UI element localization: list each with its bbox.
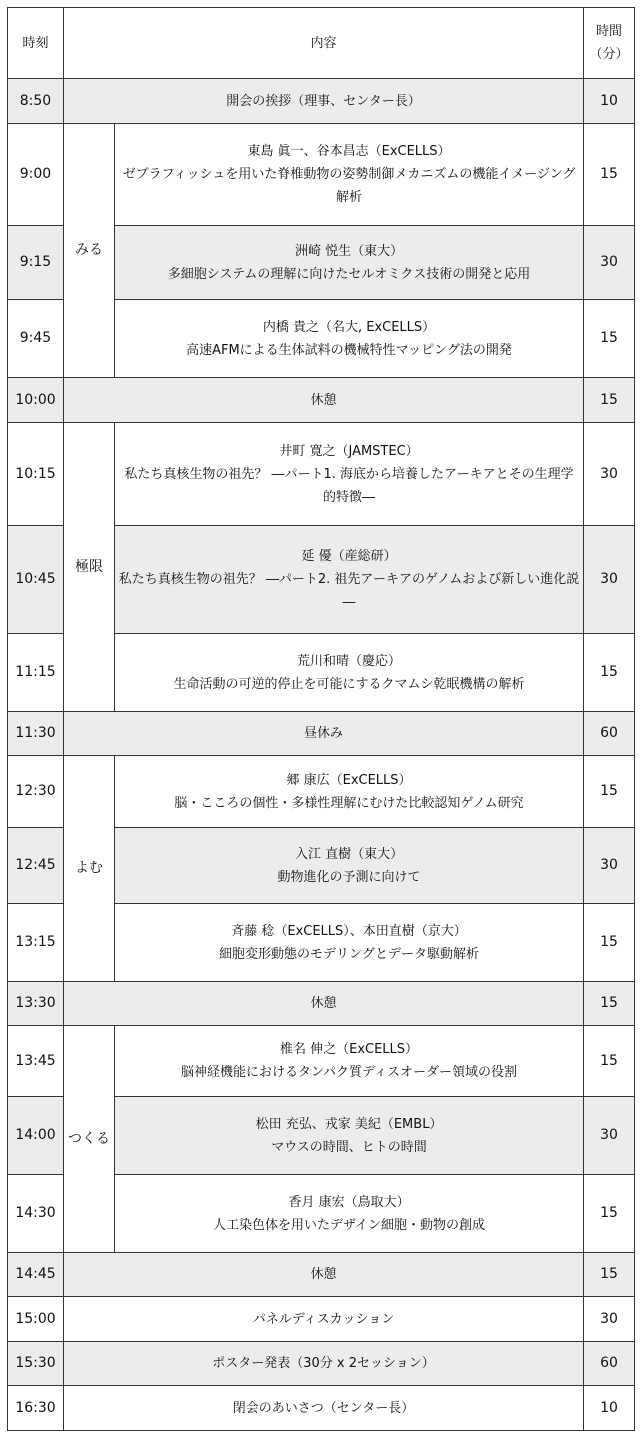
row-speaker: 延 優（産総研）	[301, 549, 397, 564]
header-time: 時刻	[8, 8, 64, 79]
table-row	[8, 1386, 635, 1431]
row-content	[115, 756, 584, 828]
row-content	[115, 226, 584, 300]
row-talk: ゼブラフィッシュを用いた脊椎動物の姿勢制御メカニズムの機能イメージング解析	[122, 167, 576, 205]
table-row	[8, 982, 635, 1026]
row-duration: 10	[584, 1386, 635, 1431]
row-duration: 30	[584, 1297, 635, 1342]
row-talk: 人工染色体を用いたデザイン細胞・動物の創成	[212, 1217, 486, 1233]
row-title: ポスター発表（30分 x 2セッション）	[64, 1342, 584, 1386]
row-time: 8:50	[8, 79, 64, 124]
row-duration: 10	[584, 79, 635, 124]
schedule-table	[7, 7, 635, 1431]
row-time: 12:45	[8, 828, 64, 904]
row-talk: 私たち真核生物の祖先？ ―パート2. 祖先アーキアのゲノムおよび新しい進化説―	[118, 572, 580, 610]
section-label-miru: みる	[64, 124, 115, 378]
row-talk: 動物進化の予測に向けて	[277, 869, 421, 885]
row-speaker: 香月 康宏（鳥取大）	[288, 1194, 410, 1210]
row-speaker: 郷 康広（ExCELLS）	[286, 772, 412, 788]
row-duration: 15	[584, 1175, 635, 1253]
row-speaker: 内橋 貴之（名大, ExCELLS）	[262, 319, 436, 335]
header-duration-label: 時間	[596, 24, 623, 39]
row-title: 閉会のあいさつ（センター長）	[64, 1386, 584, 1431]
row-content	[115, 300, 584, 378]
table-row	[8, 423, 635, 526]
row-talk: 高速AFMによる生体試料の機械特性マッピング法の開発	[186, 342, 512, 358]
row-content	[115, 124, 584, 226]
row-speaker: 洲崎 悦生（東大）	[294, 243, 404, 259]
row-content	[115, 634, 584, 712]
row-duration: 15	[584, 124, 635, 226]
table-row	[8, 79, 635, 124]
row-time: 9:15	[8, 226, 64, 300]
row-time: 14:00	[8, 1097, 64, 1175]
header-duration	[584, 8, 635, 79]
row-talk: 細胞変形動態のモデリングとデータ駆動解析	[219, 946, 480, 962]
row-duration: 30	[584, 423, 635, 526]
header-duration-unit: （分）	[589, 47, 629, 62]
row-title: 昼休み	[64, 712, 584, 756]
header-content: 内容	[64, 8, 584, 79]
row-duration: 15	[584, 756, 635, 828]
row-content	[115, 1097, 584, 1175]
row-speaker: 荒川和晴（慶応）	[297, 653, 402, 669]
row-duration: 30	[584, 226, 635, 300]
row-talk: マウスの時間、ヒトの時間	[271, 1139, 427, 1155]
row-time: 14:30	[8, 1175, 64, 1253]
table-row	[8, 1253, 635, 1297]
row-content	[115, 1175, 584, 1253]
row-time: 13:30	[8, 982, 64, 1026]
row-duration: 30	[584, 828, 635, 904]
row-time: 10:00	[8, 378, 64, 423]
table-row	[8, 712, 635, 756]
row-duration: 15	[584, 378, 635, 423]
row-title: 開会の挨拶（理事、センター長）	[64, 79, 584, 124]
row-speaker: 井町 寛之（JAMSTEC）	[279, 443, 419, 459]
row-title: 休憩	[64, 1253, 584, 1297]
row-time: 12:30	[8, 756, 64, 828]
row-talk: 脳・こころの個性・多様性理解にむけた比較認知ゲノム研究	[174, 795, 524, 811]
row-time: 13:15	[8, 904, 64, 982]
header-row	[8, 8, 635, 79]
table-row	[8, 756, 635, 828]
row-time: 10:15	[8, 423, 64, 526]
row-duration: 15	[584, 634, 635, 712]
table-row	[8, 1297, 635, 1342]
row-speaker: 東島 眞一、谷本昌志（ExCELLS）	[247, 144, 451, 159]
row-time: 11:30	[8, 712, 64, 756]
row-title: 休憩	[64, 378, 584, 423]
row-time: 15:30	[8, 1342, 64, 1386]
row-content	[115, 1026, 584, 1097]
row-content	[115, 526, 584, 634]
row-duration: 15	[584, 1253, 635, 1297]
row-speaker: 松田 充弘、戎家 美紀（EMBL）	[255, 1116, 443, 1132]
row-time: 9:45	[8, 300, 64, 378]
row-time: 13:45	[8, 1026, 64, 1097]
section-label-yomu: よむ	[64, 756, 115, 982]
row-time: 10:45	[8, 526, 64, 634]
row-duration: 60	[584, 712, 635, 756]
row-content	[115, 423, 584, 526]
row-speaker: 椎名 伸之（ExCELLS）	[279, 1042, 419, 1057]
section-label-tsukuru: つくる	[64, 1026, 115, 1253]
row-content	[115, 904, 584, 982]
table-row	[8, 1342, 635, 1386]
section-label-kyokugen: 極限	[64, 423, 115, 712]
row-duration: 30	[584, 526, 635, 634]
row-title: パネルディスカッション	[64, 1297, 584, 1342]
row-time: 15:00	[8, 1297, 64, 1342]
row-duration: 15	[584, 1026, 635, 1097]
row-speaker: 斉藤 稔（ExCELLS）、本田直樹（京大）	[231, 923, 467, 939]
row-duration: 60	[584, 1342, 635, 1386]
row-duration: 15	[584, 300, 635, 378]
row-talk: 私たち真核生物の祖先？ ―パート1. 海底から培養したアーキアとその生理学的特徴―	[124, 466, 574, 505]
row-time: 16:30	[8, 1386, 64, 1431]
table-row	[8, 124, 635, 226]
row-talk: 脳神経機能におけるタンパク質ディスオーダー領域の役割	[180, 1065, 518, 1080]
row-duration: 15	[584, 982, 635, 1026]
row-talk: 生命活動の可逆的停止を可能にするクマムシ乾眠機構の解析	[173, 676, 525, 692]
row-title: 休憩	[64, 982, 584, 1026]
table-row	[8, 1026, 635, 1097]
row-content	[115, 828, 584, 904]
table-row	[8, 378, 635, 423]
row-time: 11:15	[8, 634, 64, 712]
row-duration: 15	[584, 904, 635, 982]
row-time: 14:45	[8, 1253, 64, 1297]
row-time: 9:00	[8, 124, 64, 226]
row-speaker: 入江 直樹（東大）	[294, 846, 404, 862]
row-talk: 多細胞システムの理解に向けたセルオミクス技術の開発と応用	[167, 266, 531, 282]
row-duration: 30	[584, 1097, 635, 1175]
